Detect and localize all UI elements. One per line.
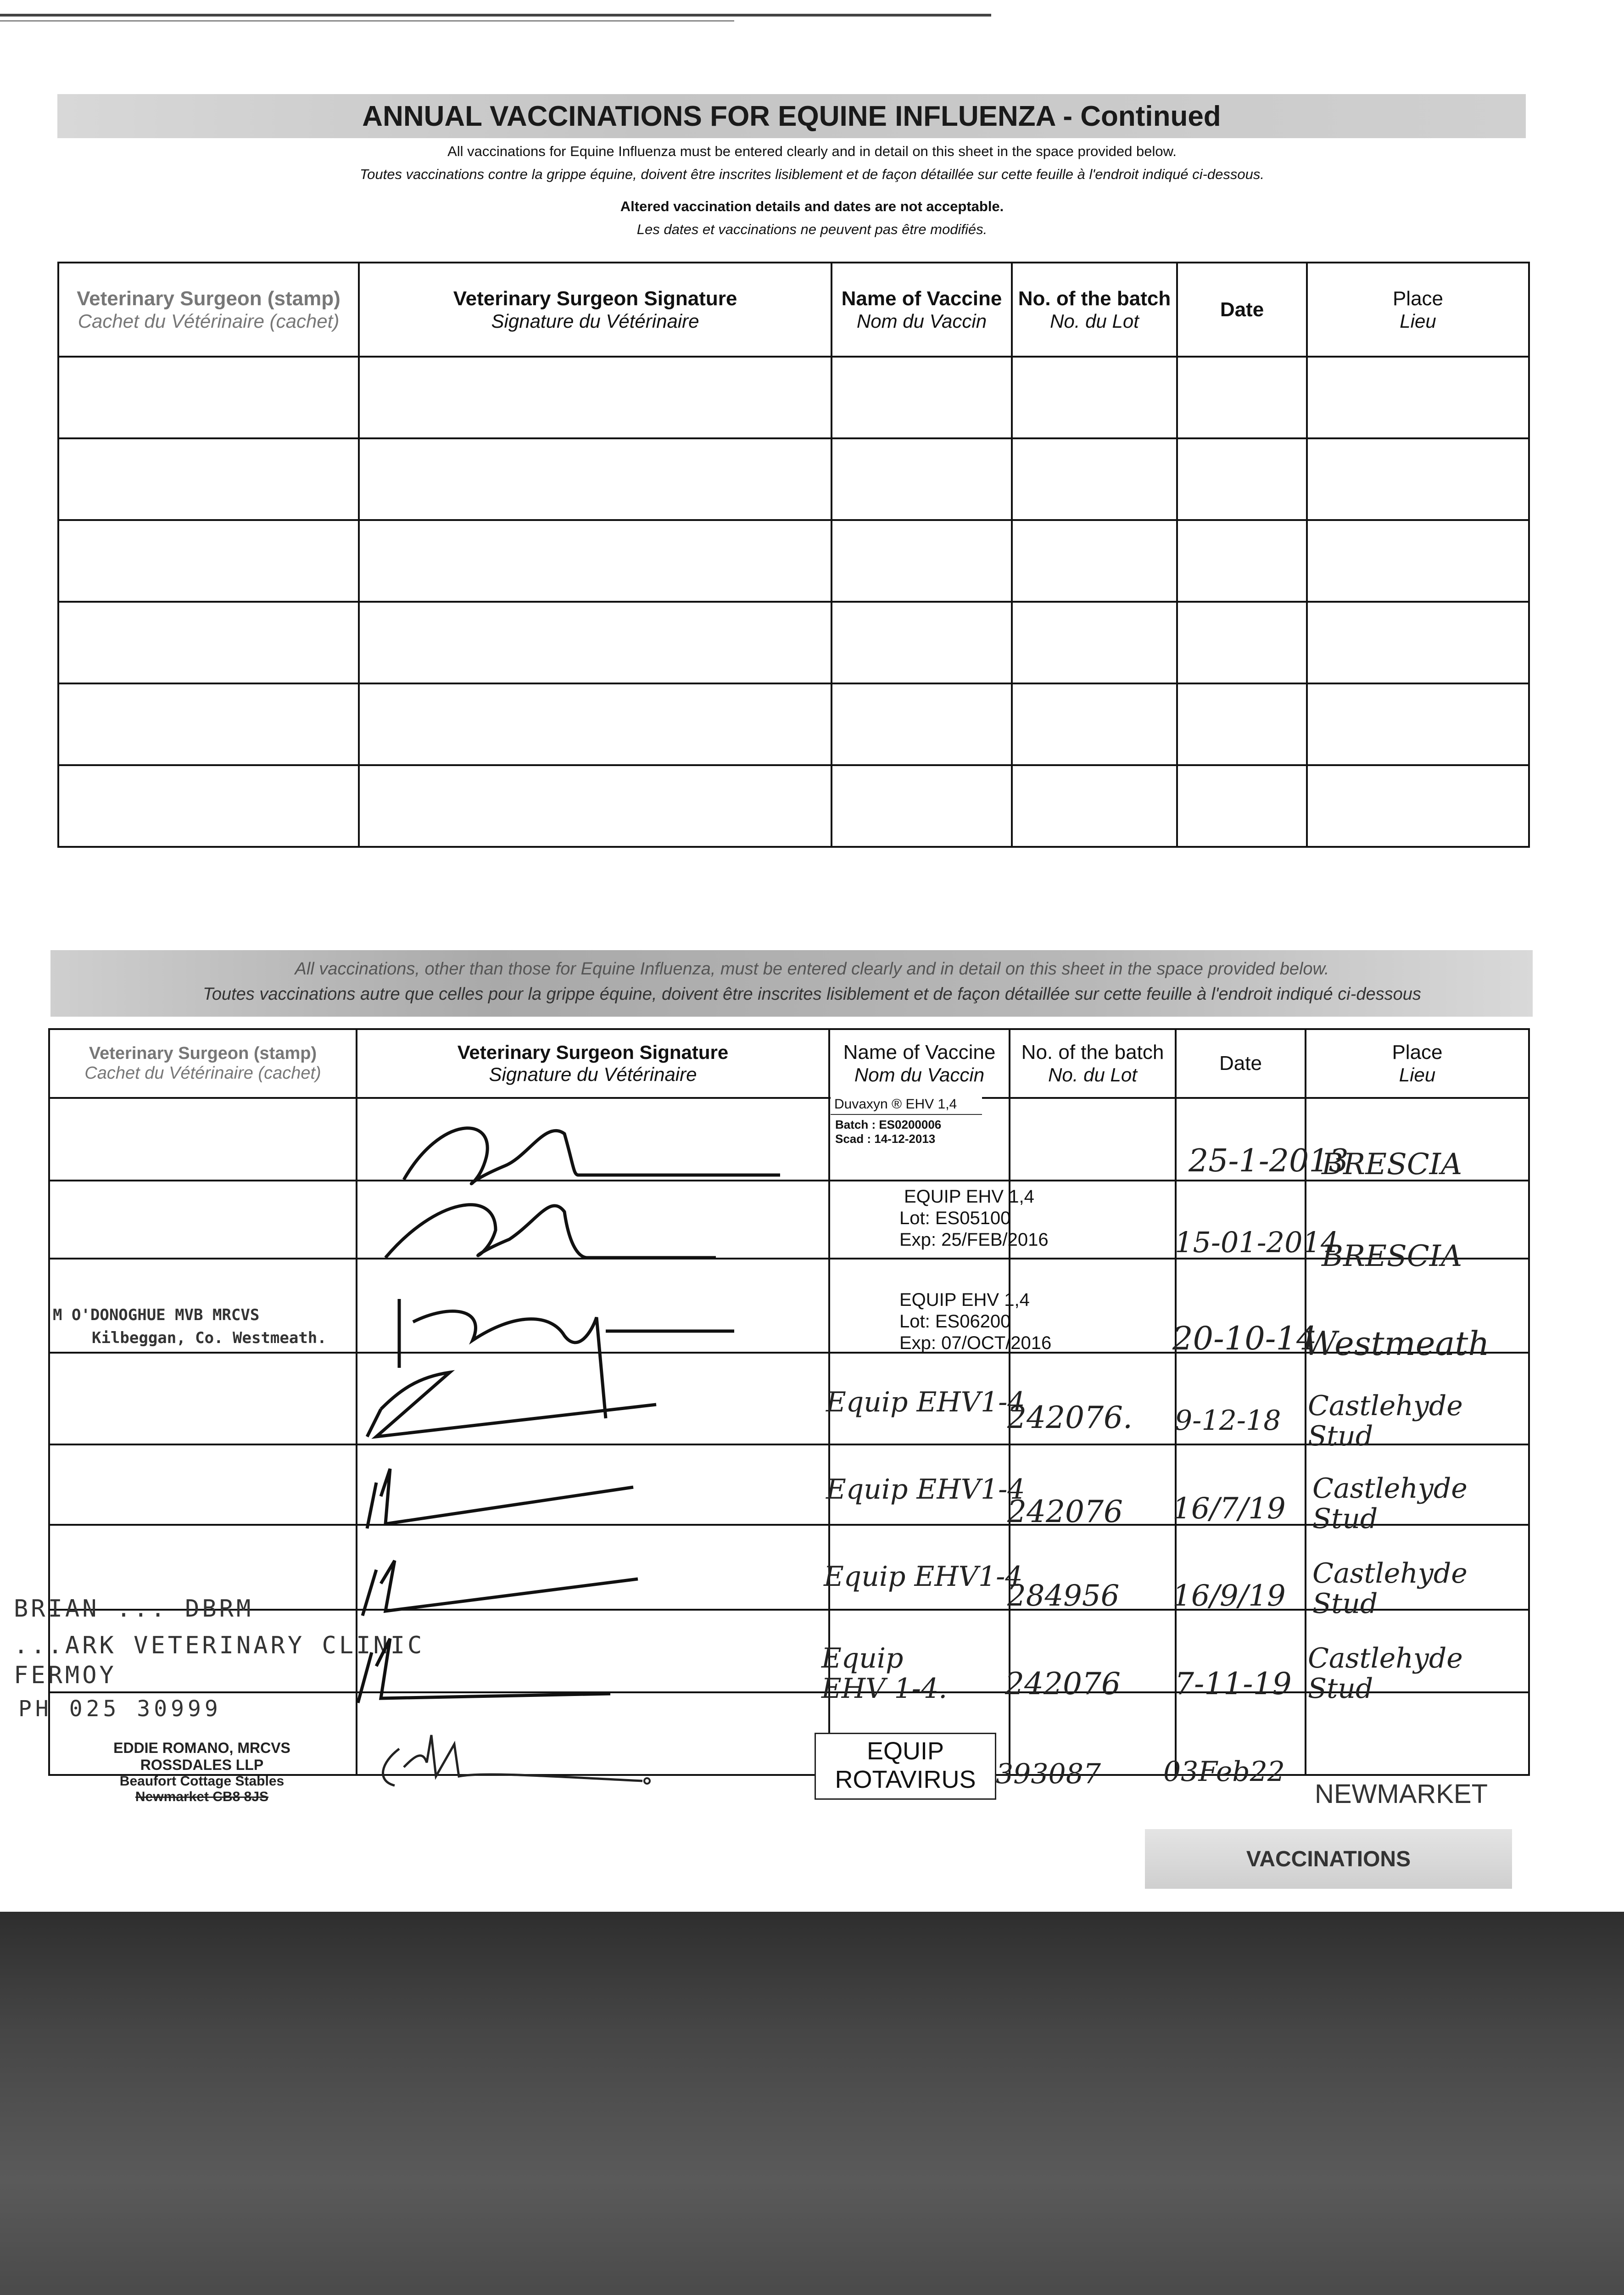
place-handwritten: BRESCIA: [1322, 1148, 1462, 1181]
place-handwritten: Castlehyde Stud: [1312, 1472, 1468, 1535]
batch-handwritten: 393087: [996, 1758, 1101, 1790]
warning-en: Altered vaccination details and dates are not acceptable.: [620, 198, 1004, 214]
signature-stroke: [385, 1205, 716, 1258]
col-batch-header: No. of the batch No. du Lot: [1010, 1029, 1176, 1098]
place-printed: NEWMARKET: [1315, 1779, 1488, 1809]
scan-dark-band: [0, 1912, 1624, 2295]
vet-stamp-line: BRIAN ... DBRM: [14, 1595, 254, 1623]
batch-handwritten: 242076: [1005, 1666, 1121, 1702]
col-signature-header: Veterinary Surgeon Signature Signature du Vétérinaire: [357, 1029, 829, 1098]
col-stamp-header: Veterinary Surgeon (stamp) Cachet du Vétérinaire (cachet): [49, 1029, 357, 1098]
col-vaccine-header: Name of Vaccine Nom du Vaccin: [832, 263, 1012, 357]
overlay-instruction-fr: Toutes vaccinations autre que celles pour la grippe équine, doivent être inscrites lisiblement et de façon détaillée sur cette feuille à l'endroit indiqué ci-dessous: [203, 985, 1421, 1004]
date-handwritten: 16/7/19: [1172, 1492, 1286, 1526]
col-place-header: Place Lieu: [1307, 263, 1529, 357]
place-handwritten: Castlehyde Stud: [1308, 1390, 1463, 1452]
signature-stroke: [367, 1372, 656, 1437]
place-handwritten: Castlehyde Stud: [1308, 1642, 1463, 1705]
vet-stamp-line: ...ARK VETERINARY CLINIC: [14, 1632, 425, 1659]
vaccine-sticker-rotavirus: EQUIP ROTAVIRUS: [815, 1733, 996, 1800]
overlay-instruction-en: All vaccinations, other than those for Equine Influenza, must be entered clearly and in detail on this sheet in the space provided below.: [295, 959, 1329, 979]
warning-fr: Les dates et vaccinations ne peuvent pas être modifiés.: [636, 221, 988, 237]
col-signature-header: Veterinary Surgeon Signature Signature du Vétérinaire: [359, 263, 832, 357]
signature-stroke: [358, 1639, 610, 1703]
vaccine-sticker-equip: EQUIP EHV 1,4 Lot: ES06200 Exp: 07/OCT/2016: [899, 1290, 1052, 1353]
place-handwritten: BRESCIA: [1322, 1239, 1462, 1273]
signature-stroke: [363, 1561, 638, 1616]
instruction-en: All vaccinations for Equine Influenza must be entered clearly and in detail on this sheet in the space provided below.: [447, 143, 1177, 159]
instruction-fr: Toutes vaccinations contre la grippe équine, doivent être inscrites lisiblement et de façon détaillée sur cette feuille à l'endroit indiqué ci-dessous.: [360, 166, 1264, 182]
vaccine-handwritten: Equip EHV1-4: [826, 1473, 1025, 1506]
page-title: ANNUAL VACCINATIONS FOR EQUINE INFLUENZA - Continued: [362, 100, 1221, 132]
date-handwritten: 9-12-18: [1175, 1405, 1281, 1437]
col-batch-header: No. of the batch No. du Lot: [1012, 263, 1177, 357]
vaccine-sticker-equip: EQUIP EHV 1,4 Lot: ES05100 Exp: 25/FEB/2016: [899, 1187, 1049, 1250]
date-handwritten: 25-1-2013: [1189, 1143, 1349, 1179]
col-place-header: Place Lieu: [1306, 1029, 1529, 1098]
signature-stroke: [367, 1469, 633, 1528]
vet-stamp-line: M O'DONOGHUE MVB MRCVS: [53, 1306, 260, 1324]
date-handwritten: 03Feb22: [1163, 1756, 1285, 1788]
col-date-header: Date: [1176, 1029, 1306, 1098]
col-date-header: Date: [1177, 263, 1307, 357]
batch-handwritten: 242076.: [1007, 1400, 1133, 1435]
date-handwritten: 20-10-14: [1172, 1320, 1317, 1357]
col-stamp-header: Veterinary Surgeon (stamp) Cachet du Vétérinaire (cachet): [58, 263, 359, 357]
vaccine-handwritten: Equip EHV1-4: [824, 1561, 1023, 1593]
batch-handwritten: 242076: [1007, 1494, 1123, 1529]
signature-stroke: [404, 1128, 780, 1184]
vet-stamp-line: Kilbeggan, Co. Westmeath.: [92, 1329, 327, 1347]
date-handwritten: 16/9/19: [1172, 1579, 1286, 1613]
batch-handwritten: 284956: [1007, 1579, 1120, 1613]
place-handwritten: Castlehyde Stud: [1312, 1557, 1468, 1620]
date-handwritten: 7-11-19: [1175, 1666, 1292, 1702]
date-handwritten: 15-01-2014: [1175, 1226, 1339, 1259]
signature-stroke: [383, 1735, 642, 1786]
vet-stamp-line: FERMOY: [14, 1662, 117, 1689]
vaccinations-tab: VACCINATIONS: [1145, 1829, 1512, 1889]
vaccine-handwritten: Equip EHV 1-4.: [821, 1642, 948, 1705]
vet-stamp-rossdales: EDDIE ROMANO, MRCVS ROSSDALES LLP Beaufort Cottage Stables Newmarket CB8 8JS: [113, 1740, 290, 1804]
vet-stamp-line: PH 025 30999: [18, 1696, 222, 1722]
signature-stroke: [399, 1299, 734, 1418]
col-vaccine-header: Name of Vaccine Nom du Vaccin: [829, 1029, 1010, 1098]
vaccine-sticker-duvaxyn: Duvaxyn ® EHV 1,4 Batch : ES0200006 Scad : 14-12-2013: [831, 1095, 982, 1159]
place-handwritten: Westmeath: [1303, 1324, 1490, 1363]
vaccine-handwritten: Equip EHV1-4: [826, 1386, 1025, 1418]
